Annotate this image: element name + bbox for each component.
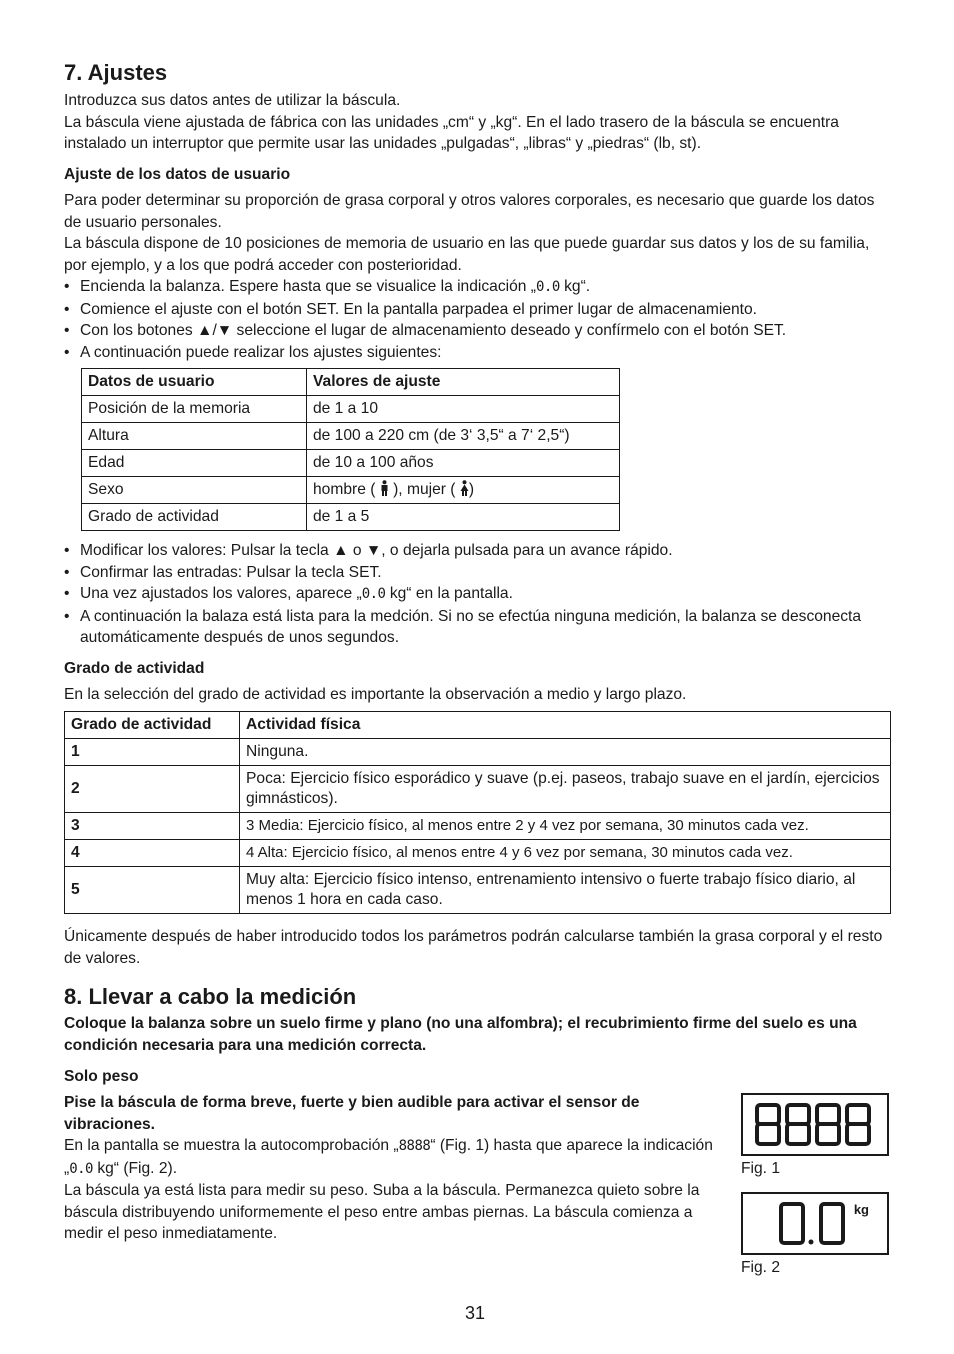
subheading-weight-only: Solo peso	[64, 1068, 139, 1085]
table-cell: 3	[65, 813, 240, 840]
list-item: • Una vez ajustados los valores, aparece „0.0 kg“ en la pantalla.	[64, 583, 890, 606]
table-row	[65, 739, 891, 766]
table-row	[65, 840, 891, 867]
figure-1-caption: Fig. 1	[741, 1160, 780, 1177]
user-data-text	[64, 190, 890, 363]
table-cell: de 10 a 100 años	[307, 450, 620, 477]
list-item: • Con los botones ▲/▼ seleccione el lugar de almacenamiento deseado y confírmelo con el botón SET.	[64, 320, 890, 342]
lcd-readout: 8888	[398, 1138, 431, 1154]
table-cell: de 1 a 5	[307, 504, 620, 531]
section-7-intro	[64, 90, 890, 155]
table-row	[82, 450, 620, 477]
lcd-8888-icon	[743, 1095, 887, 1154]
activity-table	[64, 711, 891, 914]
paragraph-step-on: Pise la báscula de forma breve, fuerte y bien audible para activar el sensor de vibraciones.	[64, 1094, 640, 1133]
lcd-readout: 0.0	[69, 1160, 93, 1177]
table-cell: Altura	[82, 423, 307, 450]
table-cell: Poca: Ejercicio físico esporádico y suave (p.ej. paseos, trabajo suave en el jardín, ejercicios gimnásticos).	[240, 766, 891, 813]
table-cell: Muy alta: Ejercicio físico intenso, entrenamiento intensivo o fuerte trabajo físico diario, al menos 1 hora en cada caso.	[240, 867, 891, 914]
section-7-title: 7. Ajustes	[64, 60, 168, 85]
table-cell: Posición de la memoria	[82, 396, 307, 423]
paragraph-self-test: En la pantalla se muestra la autocomprobación „8888“ (Fig. 1) hasta que aparece la indicación „0.0 kg“ (Fig. 2).	[64, 1137, 713, 1177]
intro-line-2: La báscula viene ajustada de fábrica con las unidades „cm“ y „kg“. En el lado trasero de la báscula se encuentra instalado un interruptor que permite usar las unidades „pulgadas“, „libras“ y „piedras“ (lb, st).	[64, 113, 839, 152]
list-item: • Confirmar las entradas: Pulsar la tecla SET.	[64, 562, 890, 584]
list-item: • Encienda la balanza. Espere hasta que se visualice la indicación „0.0 kg“.	[64, 276, 890, 299]
table-cell: Grado de actividad	[82, 504, 307, 531]
table-row	[65, 867, 891, 914]
table-row	[65, 813, 891, 840]
table-row	[65, 766, 891, 813]
subheading-user-data: Ajuste de los datos de usuario	[64, 166, 291, 183]
lcd-readout: 0.0	[535, 279, 560, 295]
unit-kg: kg	[853, 1202, 869, 1217]
list-item: • Comience el ajuste con el botón SET. En la pantalla parpadea el primer lugar de almacenamiento.	[64, 299, 890, 321]
list-item: • Modificar los valores: Pulsar la tecla ▲ o ▼, o dejarla pulsada para un avance rápido.	[64, 540, 890, 562]
table-cell-sex: hombre ( ), mujer ( )	[307, 477, 620, 504]
paragraph-memory: La báscula dispone de 10 posiciones de memoria de usuario en las que puede guardar sus datos y los de su familia, por ejemplo, y a los que podrá acceder con posterioridad.	[64, 235, 870, 274]
table-cell: Sexo	[82, 477, 307, 504]
weight-only-text	[64, 1092, 720, 1245]
paragraph-ready: La báscula ya está lista para medir su peso. Suba a la báscula. Permanezca quieto sobre la báscula distribuyendo uniformemente el peso entre ambas piernas. La báscula comienza a medir el peso inmediatamente.	[64, 1182, 700, 1242]
setup-bullet-list	[64, 276, 890, 363]
user-data-table	[81, 368, 620, 531]
table-row	[82, 477, 620, 504]
intro-line-1: Introduzca sus datos antes de utilizar la báscula.	[64, 92, 401, 109]
section-8-title: 8. Llevar a cabo la medición	[64, 984, 357, 1009]
table-header: Datos de usuario	[82, 369, 307, 396]
values-bullet-list	[64, 540, 890, 649]
paragraph-final-note: Únicamente después de haber introducido todos los parámetros podrán calcularse también la grasa corporal y el resto de valores.	[64, 928, 883, 967]
table-cell: de 1 a 10	[307, 396, 620, 423]
table-cell: Ninguna.	[240, 739, 891, 766]
figure-1-display	[741, 1093, 889, 1156]
values-bullets	[64, 540, 890, 649]
table-header: Actividad física	[240, 712, 891, 739]
table-cell: 4 Alta: Ejercicio físico, al menos entre 4 y 6 vez por semana, 30 minutos cada vez.	[240, 840, 891, 867]
table-row	[82, 423, 620, 450]
table-row	[82, 396, 620, 423]
table-cell: 5	[65, 867, 240, 914]
list-item: • A continuación puede realizar los ajustes siguientes:	[64, 342, 890, 364]
table-header-row	[82, 369, 620, 396]
figure-2-caption: Fig. 2	[741, 1259, 780, 1276]
table-header-row	[65, 712, 891, 739]
figure-2-display	[741, 1192, 889, 1255]
table-header: Grado de actividad	[65, 712, 240, 739]
table-cell: 1	[65, 739, 240, 766]
female-icon	[460, 480, 469, 496]
table-cell: de 100 a 220 cm (de 3‘ 3,5“ a 7‘ 2,5“)	[307, 423, 620, 450]
table-header: Valores de ajuste	[307, 369, 620, 396]
paragraph-floor-note: Coloque la balanza sobre un suelo firme y plano (no una alfombra); el recubrimiento firme del suelo es una condición necesaria para una medición correcta.	[64, 1015, 857, 1054]
list-item: • A continuación la balaza está lista para la medción. Si no se efectúa ninguna medición, la balanza se desconecta automáticamente después de unos segundos.	[64, 606, 890, 649]
male-icon	[380, 480, 389, 496]
subheading-activity: Grado de actividad	[64, 660, 205, 677]
paragraph-body-fat: Para poder determinar su proporción de grasa corporal y otros valores corporales, es necesario que guarde los datos de usuario personales.	[64, 192, 875, 231]
table-cell: 3 Media: Ejercicio físico, al menos entre 2 y 4 vez por semana, 30 minutos cada vez.	[240, 813, 891, 840]
table-row	[82, 504, 620, 531]
table-cell: Edad	[82, 450, 307, 477]
table-cell: 2	[65, 766, 240, 813]
paragraph-activity: En la selección del grado de actividad es importante la observación a medio y largo plazo.	[64, 686, 687, 703]
lcd-readout: 0.0	[361, 586, 386, 602]
page-number: 31	[465, 1303, 486, 1323]
table-cell: 4	[65, 840, 240, 867]
